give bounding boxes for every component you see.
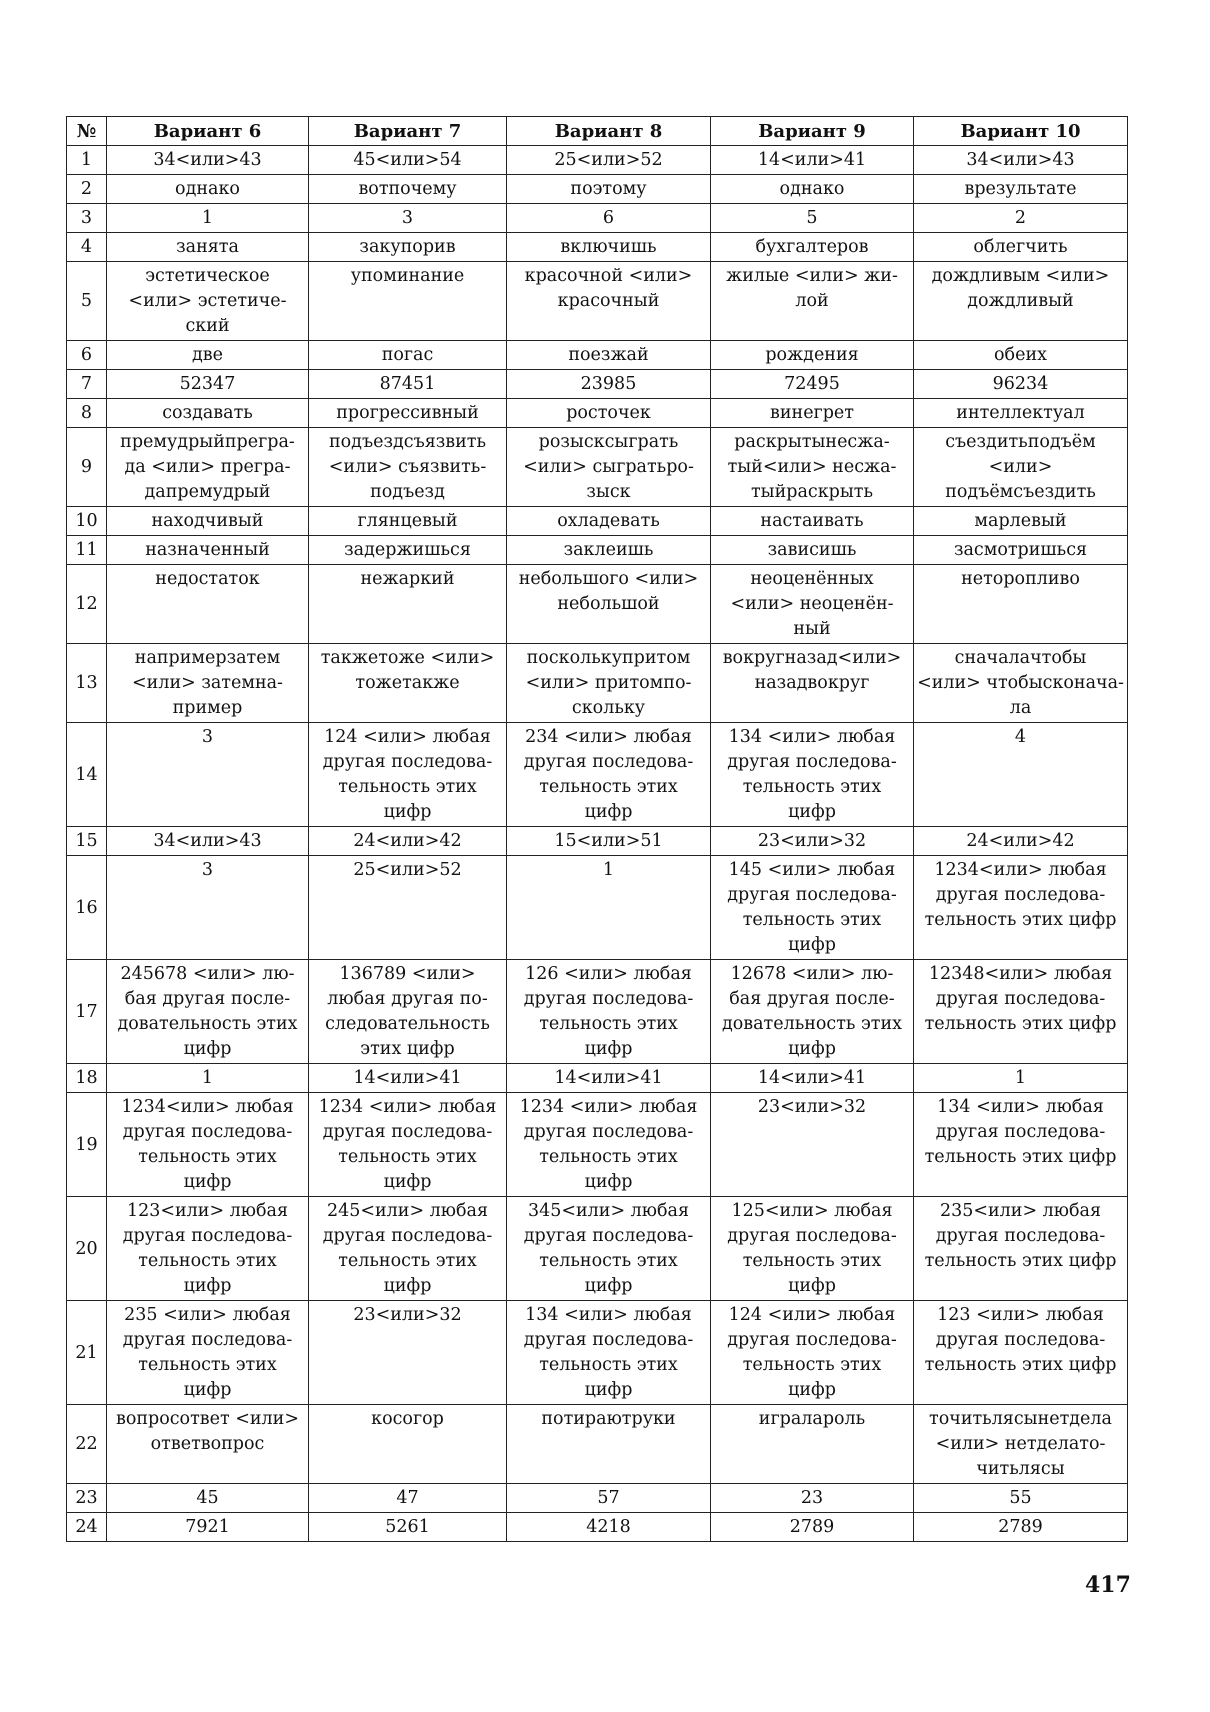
answer-cell: 2 [914,204,1128,233]
table-row [67,960,1128,1064]
answer-cell: эстетическое <или> эстетиче- ский [107,262,309,341]
answer-cell: 15<или>51 [507,827,711,856]
answer-cell: занята [107,233,309,262]
answer-cell: косогор [309,1405,507,1484]
answer-cell: 125<или> любая другая последова- тельность этих цифр [711,1197,914,1301]
row-number-cell: 4 [67,233,107,262]
answer-cell: 23<или>32 [711,1093,914,1197]
answer-cell: 2789 [914,1513,1128,1542]
column-header-variant-8: Вариант 8 [507,117,711,146]
column-header-variant-9: Вариант 9 [711,117,914,146]
answer-cell: рождения [711,341,914,370]
table-row [67,204,1128,233]
row-number-cell: 24 [67,1513,107,1542]
answer-cell: винегрет [711,399,914,428]
answer-cell: 57 [507,1484,711,1513]
table-row [67,233,1128,262]
answer-cell: 134 <или> любая другая последова- тельность этих цифр [507,1301,711,1405]
answer-cell: росточек [507,399,711,428]
row-number-cell: 11 [67,536,107,565]
answer-cell: 14<или>41 [309,1064,507,1093]
table-row [67,1405,1128,1484]
table-row [67,370,1128,399]
answer-cell: глянцевый [309,507,507,536]
answer-cell: 124 <или> любая другая последова- тельность этих цифр [309,723,507,827]
answer-cell: 234 <или> любая другая последова- тельность этих цифр [507,723,711,827]
answer-cell: 87451 [309,370,507,399]
answer-cell: 3 [107,856,309,960]
answer-cell: зависишь [711,536,914,565]
answer-cell: 23<или>32 [711,827,914,856]
answer-cell: настаивать [711,507,914,536]
answer-cell: закупорив [309,233,507,262]
table-row [67,644,1128,723]
answer-cell: точитьлясынетдела <или> нетделато- читьлясы [914,1405,1128,1484]
answer-cell: подъездсъязвить <или> съязвить- подъезд [309,428,507,507]
answer-cell: 34<или>43 [914,146,1128,175]
answer-cell: недостаток [107,565,309,644]
answer-cell: заклеишь [507,536,711,565]
answer-cell: 3 [309,204,507,233]
answer-cell: марлевый [914,507,1128,536]
answer-cell: 123 <или> любая другая последова- тельность этих цифр [914,1301,1128,1405]
answer-cell: облегчить [914,233,1128,262]
table-row [67,1484,1128,1513]
answer-cell: жилые <или> жи- лой [711,262,914,341]
answer-cell: 4218 [507,1513,711,1542]
row-number-cell: 10 [67,507,107,536]
answer-cell: небольшого <или> небольшой [507,565,711,644]
answers-table [66,116,1128,1542]
table-row [67,565,1128,644]
answer-cell: 1 [507,856,711,960]
answer-cell: вотпочему [309,175,507,204]
answer-cell: врезультате [914,175,1128,204]
answer-cell: сначалачтобы <или> чтобысконача- ла [914,644,1128,723]
answer-cell: 47 [309,1484,507,1513]
row-number-cell: 8 [67,399,107,428]
answer-cell: 5 [711,204,914,233]
answer-cell: поезжай [507,341,711,370]
answer-cell: 24<или>42 [309,827,507,856]
answer-cell: 1234 <или> любая другая последова- тельность этих цифр [507,1093,711,1197]
row-number-cell: 2 [67,175,107,204]
answer-cell: 1 [914,1064,1128,1093]
row-number-cell: 14 [67,723,107,827]
row-number-cell: 5 [67,262,107,341]
answer-cell: 1 [107,1064,309,1093]
answer-cell: неоценённых <или> неоценён- ный [711,565,914,644]
answer-cell: 145 <или> любая другая последова- тельность этих цифр [711,856,914,960]
table-row [67,536,1128,565]
answer-cell: 14<или>41 [711,146,914,175]
answer-cell: потираютруки [507,1405,711,1484]
answer-cell: 12348<или> любая другая последова- тельность этих цифр [914,960,1128,1064]
answer-cell: однако [107,175,309,204]
table-row [67,175,1128,204]
column-header-variant-7: Вариант 7 [309,117,507,146]
table-row [67,1093,1128,1197]
answer-cell: погас [309,341,507,370]
answer-cell: 3 [107,723,309,827]
answer-cell: включишь [507,233,711,262]
table-row [67,723,1128,827]
answer-cell: обеих [914,341,1128,370]
answer-cell: 245<или> любая другая последова- тельность этих цифр [309,1197,507,1301]
column-header-variant-10: Вариант 10 [914,117,1128,146]
row-number-cell: 18 [67,1064,107,1093]
answer-cell: 136789 <или> любая другая по- следовательность этих цифр [309,960,507,1064]
table-row [67,1197,1128,1301]
row-number-cell: 19 [67,1093,107,1197]
table-row [67,399,1128,428]
answer-cell: назначенный [107,536,309,565]
row-number-cell: 3 [67,204,107,233]
answer-cell: 1234<или> любая другая последова- тельность этих цифр [107,1093,309,1197]
answer-cell: 23 [711,1484,914,1513]
answer-cell: 24<или>42 [914,827,1128,856]
answer-cell: 134 <или> любая другая последова- тельность этих цифр [914,1093,1128,1197]
answer-cell: раскрытынесжа- тый<или> несжа- тыйраскрыть [711,428,914,507]
answer-cell: неторопливо [914,565,1128,644]
answer-cell: 23<или>32 [309,1301,507,1405]
row-number-cell: 23 [67,1484,107,1513]
row-number-cell: 13 [67,644,107,723]
answer-cell: 52347 [107,370,309,399]
answer-cell: 45<или>54 [309,146,507,175]
answer-cell: охладевать [507,507,711,536]
table-row [67,827,1128,856]
answer-cell: создавать [107,399,309,428]
answer-cell: поэтому [507,175,711,204]
answer-cell: вокругназад<или> назадвокруг [711,644,914,723]
answer-cell: 12678 <или> лю- бая другая после- довательность этих цифр [711,960,914,1064]
answer-cell: 124 <или> любая другая последова- тельность этих цифр [711,1301,914,1405]
answer-cell: 345<или> любая другая последова- тельность этих цифр [507,1197,711,1301]
table-row [67,262,1128,341]
table-row [67,507,1128,536]
row-number-cell: 1 [67,146,107,175]
row-number-cell: 16 [67,856,107,960]
answer-cell: бухгалтеров [711,233,914,262]
table-header-row [67,117,1128,146]
table-row [67,428,1128,507]
row-number-cell: 21 [67,1301,107,1405]
answer-cell: 5261 [309,1513,507,1542]
row-number-cell: 15 [67,827,107,856]
answer-cell: 34<или>43 [107,146,309,175]
answer-cell: прогрессивный [309,399,507,428]
row-number-cell: 17 [67,960,107,1064]
page-number: 417 [1085,1572,1131,1598]
answer-cell: 235 <или> любая другая последова- тельность этих цифр [107,1301,309,1405]
row-number-cell: 9 [67,428,107,507]
answer-cell: 14<или>41 [507,1064,711,1093]
table-row [67,146,1128,175]
answer-cell: 6 [507,204,711,233]
answer-cell: 123<или> любая другая последова- тельность этих цифр [107,1197,309,1301]
table-row [67,1513,1128,1542]
table-row [67,856,1128,960]
answer-cell: 25<или>52 [309,856,507,960]
answer-cell: такжетоже <или> тожетакже [309,644,507,723]
answer-cell: 14<или>41 [711,1064,914,1093]
column-header-number: № [67,117,107,146]
answer-cell: засмотришься [914,536,1128,565]
answer-cell: задержишься [309,536,507,565]
answer-cell: играларoль [711,1405,914,1484]
answer-cell: 25<или>52 [507,146,711,175]
answer-cell: 126 <или> любая другая последова- тельность этих цифр [507,960,711,1064]
answer-cell: напримерзатем <или> затемна- пример [107,644,309,723]
answer-cell: 1234<или> любая другая последова- тельность этих цифр [914,856,1128,960]
table-body [67,146,1128,1542]
answer-cell: 235<или> любая другая последова- тельность этих цифр [914,1197,1128,1301]
answer-cell: 45 [107,1484,309,1513]
row-number-cell: 7 [67,370,107,399]
row-number-cell: 20 [67,1197,107,1301]
answer-cell: посколькупритом <или> притомпо- скольку [507,644,711,723]
table-row [67,1301,1128,1405]
table-row [67,1064,1128,1093]
answer-cell: 96234 [914,370,1128,399]
answer-cell: 23985 [507,370,711,399]
answer-cell: вопросответ <или> ответвопрос [107,1405,309,1484]
answer-cell: находчивый [107,507,309,536]
answer-cell: однако [711,175,914,204]
answer-cell: нежаркий [309,565,507,644]
row-number-cell: 6 [67,341,107,370]
answer-cell: 1234 <или> любая другая последова- тельность этих цифр [309,1093,507,1197]
answer-cell: красочной <или> красочный [507,262,711,341]
answer-cell: розыскcыграть <или> сыгратьро- зыск [507,428,711,507]
answer-cell: 2789 [711,1513,914,1542]
answer-cell: две [107,341,309,370]
answer-cell: 34<или>43 [107,827,309,856]
answer-cell: дождливым <или> дождливый [914,262,1128,341]
answer-cell: 1 [107,204,309,233]
answer-cell: премудрыйпрегра- да <или> прегра- дапремудрый [107,428,309,507]
answer-cell: съездитьподъём <или> подъёмсъездить [914,428,1128,507]
table-row [67,341,1128,370]
answer-cell: 72495 [711,370,914,399]
answer-cell: упоминание [309,262,507,341]
row-number-cell: 22 [67,1405,107,1484]
column-header-variant-6: Вариант 6 [107,117,309,146]
row-number-cell: 12 [67,565,107,644]
answer-cell: 7921 [107,1513,309,1542]
answer-cell: 55 [914,1484,1128,1513]
answer-cell: 4 [914,723,1128,827]
answer-cell: 245678 <или> лю- бая другая после- довательность этих цифр [107,960,309,1064]
answer-cell: 134 <или> любая другая последова- тельность этих цифр [711,723,914,827]
answer-cell: интеллектуал [914,399,1128,428]
